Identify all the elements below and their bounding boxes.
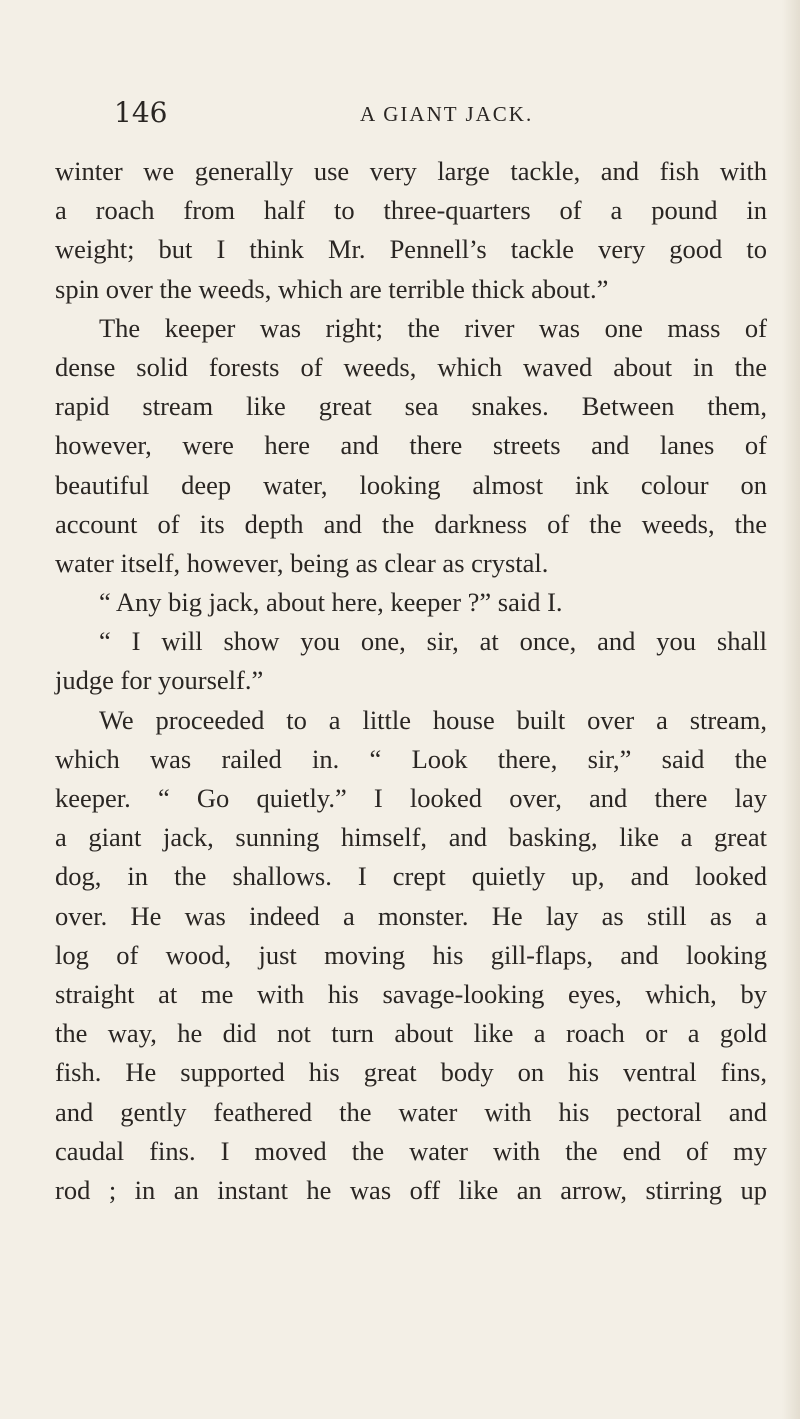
text-line: spin over the weeds, which are terrible thick about.” [55, 273, 609, 304]
text-line: judge for yourself.” [55, 665, 264, 696]
text-line: rod ; in an instant he was off like an arrow, stirring up [55, 1174, 767, 1205]
text-line: however, were here and there streets and lanes of [55, 430, 767, 461]
text-line: log of wood, just moving his gill-flaps, and looking [55, 939, 767, 970]
text-line: beautiful deep water, looking almost ink colour on [55, 469, 767, 500]
body-text [55, 152, 767, 1210]
text-line: over. He was indeed a monster. He lay as still as a [55, 900, 767, 931]
text-line: caudal fins. I moved the water with the end of my [55, 1135, 767, 1166]
text-line: keeper. “ Go quietly.” I looked over, and there lay [55, 783, 767, 813]
text-line: fish. He supported his great body on his ventral fins, [55, 1057, 767, 1088]
page-number: 146 [114, 96, 168, 129]
page-edge-shadow [782, 0, 800, 1419]
text-line: The keeper was right; the river was one mass of [99, 312, 767, 343]
text-line: “ I will show you one, sir, at once, and you shall [99, 626, 767, 657]
text-line: weight; but I think Mr. Pennell’s tackle very good to [55, 234, 767, 265]
text-line: “ Any big jack, about here, keeper ?” said I. [99, 587, 563, 618]
text-line: water itself, however, being as clear as crystal. [55, 547, 549, 578]
text-line: the way, he did not turn about like a roach or a gold [55, 1018, 767, 1049]
text-line: a roach from half to three-quarters of a pound in [55, 195, 767, 226]
text-line: a giant jack, sunning himself, and basking, like a great [55, 822, 767, 853]
text-line: rapid stream like great sea snakes. Between them, [55, 391, 767, 422]
page-header [114, 96, 714, 136]
text-line: straight at me with his savage-looking eyes, which, by [55, 978, 767, 1009]
running-title: A GIANT JACK. [360, 102, 534, 126]
text-line: which was railed in. “ Look there, sir,” said the [55, 743, 767, 774]
text-line: account of its depth and the darkness of the weeds, the [55, 508, 767, 539]
text-line: dense solid forests of weeds, which waved about in the [55, 351, 767, 382]
text-line: We proceeded to a little house built over a stream, [99, 704, 767, 735]
text-line: winter we generally use very large tackle, and fish with [55, 156, 767, 186]
text-line: dog, in the shallows. I crept quietly up, and looked [55, 861, 767, 892]
text-line: and gently feathered the water with his pectoral and [55, 1096, 767, 1127]
